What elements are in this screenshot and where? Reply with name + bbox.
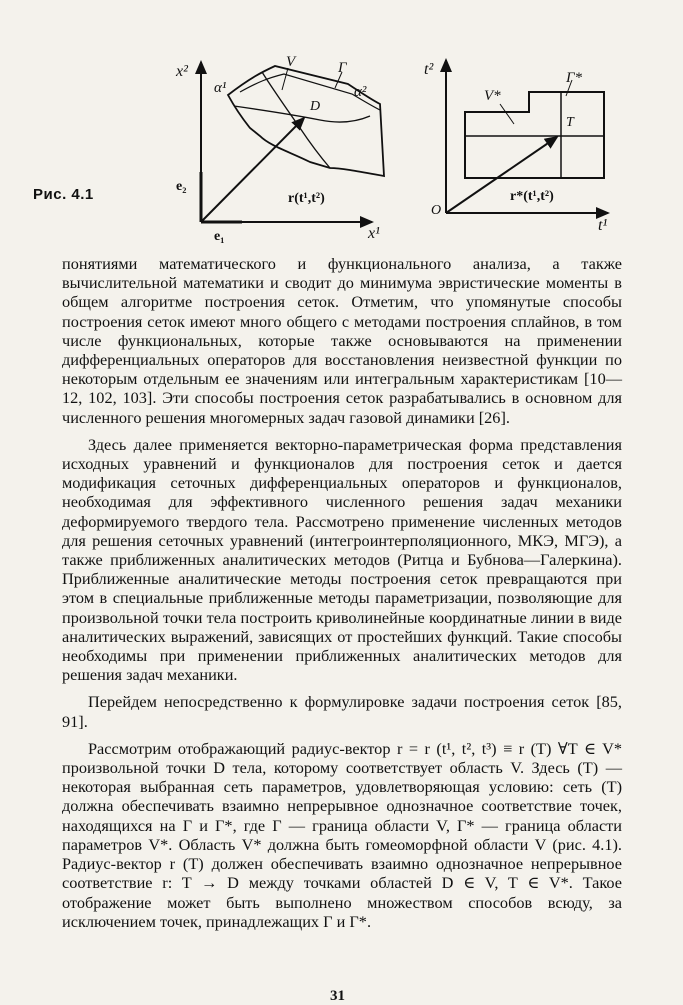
paragraph-1: понятиями математического и функционального анализа, а также вычислительной математики и сводит до минимума эвристические моменты в общем алгоритме построения сеток. Отметим, что упомянутые способы построения сеток имеют много общего с методами построения сплайнов, в том числе функциональных, которые также основываются на применении дифференциальных операторов для восстановления неизвестной функции по некоторым отдельным ее значениям или интегральным характеристикам [10—12, 102, 103]. Эти способы построения сеток разрабатывались в основном для численного решения многомерных задач газовой динамики [26].	[62, 254, 622, 427]
left-axis-x1-label: x¹	[368, 225, 380, 242]
leader-V	[282, 68, 288, 90]
basis-e2-label: e₂	[176, 179, 187, 194]
paragraph-4: Рассмотрим отображающий радиус-вектор r = r (t¹, t², t³) ≡ r (T) ∀T ∈ V* произвольной точки D тела, которому соответствует область V. Здесь (T) — некоторая выбранная сеть параметров, удовлетворяющая условию: сеть (T) должна обеспечивать взаимно непрерывное однозначное соответствие точек, находящихся на Г и Г*, где Г — граница области V, Г* — граница области параметров V*. Область V* должна быть гомеоморфной области V (рис. 4.1). Радиус-вектор r (T) должен обеспечивать взаимно однозначное непрерывное соответствие r: T → D между точками областей D ∈ V, T ∈ V*. Такое отображение может быть выполнено множеством способов всюду, за исключением точек, принадлежащих Г и Г*.	[62, 738, 622, 931]
label-Gamma: Г	[338, 60, 347, 76]
right-axis-t2-label: t²	[424, 61, 434, 78]
right-diagram	[424, 60, 608, 234]
right-axis-t1-label: t¹	[598, 217, 608, 234]
label-Vstar: V*	[484, 88, 501, 104]
left-diagram	[175, 54, 384, 244]
left-vector-label: r(t¹,t²)	[288, 191, 325, 206]
left-position-vector	[201, 118, 304, 222]
body-text	[62, 254, 622, 939]
leader-Vstar	[500, 104, 514, 124]
basis-e1-label: e₁	[214, 229, 225, 244]
left-axis-x2-label: x²	[176, 63, 188, 80]
paragraph-3: Перейдем непосредственно к формулировке задачи построения сеток [85, 91].	[62, 692, 622, 731]
right-origin-label: O	[431, 203, 442, 218]
surface-V	[228, 66, 384, 176]
label-D: D	[310, 99, 321, 114]
label-V: V	[286, 54, 296, 70]
label-alpha2: α²	[354, 84, 367, 100]
right-vector-label: r*(t¹,t²)	[510, 189, 554, 204]
label-alpha1: α¹	[214, 80, 227, 96]
page-number: 31	[330, 988, 345, 1004]
figure-diagrams	[0, 0, 683, 245]
region-Vstar	[465, 92, 604, 178]
label-Gammastar: Г*	[566, 70, 583, 86]
paragraph-2: Здесь далее применяется векторно-параметрическая форма представления исходных уравнений и функционалов для построения сеток и дается модификация сеточных дифференциальных операторов и функционалов, необходимая для эффективного численного решения задач механики деформируемого твердого тела. Рассмотрено применение численных методов для решения сеточных уравнений (интегроинтерполяционного, МКЭ, МГЭ), а также приближенных аналитических методов (Ритца и Бубнова—Галеркина). Приближенные аналитические методы построения сеток превращаются при этом в специальные приближенные методы параметризации, позволяющие для произвольной точки тела построить криволинейные координатные линии в виде аналитических выражений, зависящих от простейших функций. Такие способы необходимы при применении приближенных аналитических методов для решения задач механики.	[62, 434, 622, 685]
figure-caption: Рис. 4.1	[33, 186, 94, 203]
label-T: T	[566, 115, 574, 130]
figure-4-1	[0, 0, 683, 245]
